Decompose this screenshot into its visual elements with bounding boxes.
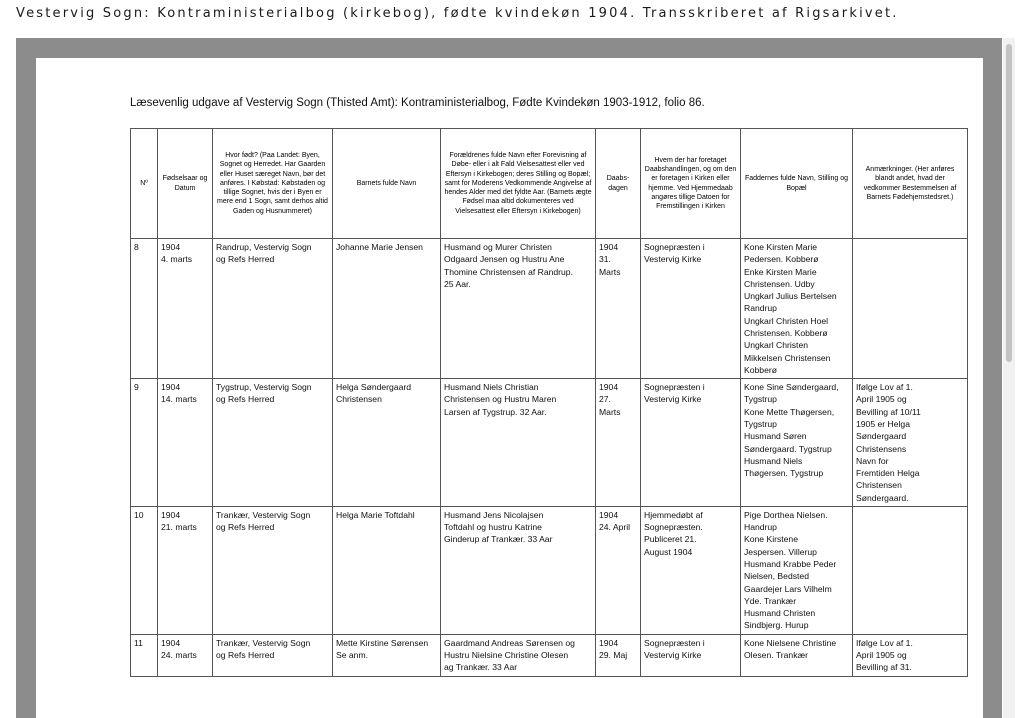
cell-line: Sognepræsten i — [644, 382, 705, 393]
cell-line: Christensens — [856, 443, 907, 454]
cell-line: Johanne Marie Jensen — [336, 242, 423, 252]
cell-line: Husmand Niels Christian — [444, 382, 539, 393]
birth-year: 1904 — [161, 509, 181, 520]
entry-number-cell: 8 — [131, 239, 158, 379]
cell-line: Tygstrup — [744, 394, 777, 405]
godparents-cell — [741, 634, 853, 676]
cell-line: Ungkarl Christen — [744, 340, 808, 351]
cell-line: 1904 — [599, 382, 619, 393]
cell-line: Se anm. — [336, 650, 369, 660]
cell-line: Kone Nielsene Christine — [744, 637, 837, 648]
parents-cell — [441, 506, 596, 634]
cell-line: Husmand og Murer Christen — [444, 242, 552, 252]
cell-line: Husmand Krabbe Peder — [744, 559, 837, 570]
cell-line: Vestervig Kirke — [644, 254, 702, 265]
cell-line: Husmand Søren — [744, 431, 807, 442]
cell-line: Ungkarl Julius Bertelsen — [744, 291, 837, 302]
remarks-cell — [853, 634, 968, 676]
baptism-date-cell — [596, 634, 641, 676]
cell-line: Tygstrup, Vestervig Sogn — [216, 382, 312, 393]
scrollbar-thumb[interactable] — [1006, 44, 1012, 362]
baptism-date-cell — [596, 379, 641, 507]
cell-line: Enke Kirsten Marie — [744, 266, 817, 277]
cell-line: 31. — [599, 254, 611, 265]
cell-line: Husmand Jens Nicolajsen — [444, 509, 544, 520]
cell-line: Kone Mette Thøgersen, — [744, 406, 835, 417]
birth-day: 14. marts — [161, 394, 197, 405]
page-header-title: Vestervig Sogn: Kontraministerialbog (kirkebog), fødte kvindekøn 1904. Transskriberet af Rigsarkivet. — [16, 6, 899, 21]
birthplace-cell — [213, 634, 333, 676]
cell-line: og Refs Herred — [216, 650, 275, 660]
birthplace-cell — [213, 506, 333, 634]
cell-line: Jespersen. Villerup — [744, 546, 817, 557]
parents-cell — [441, 379, 596, 507]
cell-line: Christensen — [856, 480, 902, 491]
table-row — [131, 634, 968, 676]
birth-date-cell — [158, 634, 213, 676]
cell-line: April 1905 og — [856, 650, 907, 660]
cell-line: Thøgersen. Tygstrup — [744, 468, 824, 479]
cell-line: Sognepræsten i — [644, 637, 705, 648]
baptized-by-cell — [641, 506, 741, 634]
cell-line: Toftdahl og hustru Katrine — [444, 522, 542, 533]
godparents-cell — [741, 379, 853, 507]
birth-day: 21. marts — [161, 522, 197, 533]
cell-line: Husmand Christen — [744, 608, 816, 619]
column-header-child-name: Barnets fulde Navn — [333, 129, 441, 239]
document-page — [36, 58, 983, 718]
cell-line: og Refs Herred — [216, 254, 275, 265]
column-header-remarks: Anmærkninger. (Her anføres blandt andet, hvad der vedkommer Bestemmelsen af Barnets Fødehjemstedsret.) — [853, 129, 968, 239]
cell-line: Christensen — [336, 394, 382, 405]
cell-line: Navn for — [856, 455, 889, 466]
cell-line: Hjemmedøbt af — [644, 509, 703, 520]
birth-date-cell — [158, 506, 213, 634]
baptized-by-cell — [641, 379, 741, 507]
column-header-birth-date: Fødselsaar og Datum — [158, 129, 213, 239]
cell-line: Sindbjerg. Hurup — [744, 620, 809, 631]
column-header-birthplace: Hvor født? (Paa Landet: Byen, Sognet og Herredet. Har Gaarden eller Huset særeget Navn, bør det anføres. I Købstad: Købstaden og tillige Sognet, hvis der i Byen er mere end 1 Sogn, samt derhos altid Gaden og Husnummeret) — [213, 129, 333, 239]
cell-line: Marts — [599, 266, 621, 277]
cell-line: Helga Søndergaard — [336, 382, 412, 393]
cell-line: Olesen. Trankær — [744, 650, 808, 660]
remarks-cell — [853, 379, 968, 507]
cell-line: Søndergaard. — [856, 492, 909, 503]
cell-line: Marts — [599, 406, 621, 417]
birth-date-cell — [158, 239, 213, 379]
cell-line: Tygstrup — [744, 418, 777, 429]
baptized-by-cell — [641, 634, 741, 676]
cell-line: Ginderup af Trankær. 33 Aar — [444, 534, 553, 545]
birth-day: 24. marts — [161, 650, 197, 660]
cell-line: Hustru Nielsine Christine Olesen — [444, 650, 569, 660]
table-row — [131, 379, 968, 507]
cell-line: Handrup — [744, 522, 777, 533]
baptized-by-cell — [641, 239, 741, 379]
birth-day: 4. marts — [161, 254, 193, 265]
birth-year: 1904 — [161, 242, 181, 252]
cell-line: 1904 — [599, 637, 619, 648]
table-row — [131, 239, 968, 379]
child-name-cell — [333, 506, 441, 634]
birthplace-cell — [213, 379, 333, 507]
cell-line: og Refs Herred — [216, 522, 275, 533]
cell-line: Pige Dorthea Nielsen. — [744, 509, 828, 520]
cell-line: 1904 — [599, 509, 619, 520]
cell-line: Søndergaard — [856, 431, 907, 442]
cell-line: Bevilling af 10/11 — [856, 406, 921, 417]
cell-line: Husmand Niels — [744, 455, 803, 466]
cell-line: Gaardmand Andreas Sørensen og — [444, 637, 575, 648]
baptism-date-cell — [596, 239, 641, 379]
entry-number-cell: 11 — [131, 634, 158, 676]
cell-line: Trankær, Vestervig Sogn — [216, 509, 311, 520]
cell-line: Randrup — [744, 303, 777, 314]
cell-line: Gaardejer Lars Vilhelm — [744, 583, 832, 594]
cell-line: Randrup, Vestervig Sogn — [216, 242, 312, 252]
cell-line: Helga Marie Toftdahl — [336, 509, 415, 520]
cell-line: 27. — [599, 394, 611, 405]
cell-line: Odgaard Jensen og Hustru Ane — [444, 254, 565, 265]
cell-line: Ifølge Lov af 1. — [856, 382, 913, 393]
cell-line: April 1905 og — [856, 394, 907, 405]
column-header-parents: Forældrenes fulde Navn efter Forevisning af Døbe- eller i alt Fald Vielsesattest eller ved Eftersyn i Kirkebogen; deres Stilling og Bopæl; samt for Moderens Vedkommende Angivelse af hendes Alder med det fyldte Aar. (Barnets ægte Fødsel maa altid dokumenteres ved Vielsesattest eller Eftersyn i Kirkebogen) — [441, 129, 596, 239]
child-name-cell — [333, 239, 441, 379]
birth-date-cell — [158, 379, 213, 507]
cell-line: Kone Kirstene — [744, 534, 798, 545]
child-name-cell — [333, 379, 441, 507]
cell-line: August 1904 — [644, 546, 693, 557]
column-header-number: Nº — [131, 129, 158, 239]
cell-line: 1904 — [599, 242, 619, 252]
document-title: Læsevenlig udgave af Vestervig Sogn (Thisted Amt): Kontraministerialbog, Fødte Kvindekøn 1903-1912, folio 86. — [130, 97, 705, 109]
cell-line: Pedersen. Kobberø — [744, 254, 819, 265]
column-header-baptized-by: Hvem der har foretaget Daabshandlingen, og om den er foretagen i Kirken eller hjemme. Ved Hjemmedaab angøres tillige Datoen for Fremstillingen i Kirken — [641, 129, 741, 239]
cell-line: ag Trankær. 33 Aar — [444, 662, 518, 673]
cell-line: Vestervig Kirke — [644, 394, 702, 405]
cell-line: Fremtiden Helga — [856, 468, 920, 479]
entry-number-cell: 10 — [131, 506, 158, 634]
cell-line: 29. Maj — [599, 650, 628, 660]
cell-line: Christensen og Hustru Maren — [444, 394, 557, 405]
cell-line: Sognepræsten. — [644, 522, 703, 533]
viewer-scrollbar[interactable] — [1003, 38, 1015, 718]
birthplace-cell — [213, 239, 333, 379]
godparents-cell — [741, 239, 853, 379]
cell-line: Sognepræsten i — [644, 242, 705, 252]
child-name-cell — [333, 634, 441, 676]
cell-line: Publiceret 21. — [644, 534, 697, 545]
table-row — [131, 506, 968, 634]
column-header-baptism-date: Daabs-dagen — [596, 129, 641, 239]
parents-cell — [441, 239, 596, 379]
birth-year: 1904 — [161, 382, 181, 393]
cell-line: 1905 er Helga — [856, 418, 910, 429]
remarks-cell — [853, 506, 968, 634]
baptism-date-cell — [596, 506, 641, 634]
remarks-cell — [853, 239, 968, 379]
cell-line: Vestervig Kirke — [644, 650, 702, 660]
cell-line: Christensen. Kobberø — [744, 327, 828, 338]
register-table — [130, 128, 968, 677]
cell-line: Thomine Christensen af Randrup. — [444, 266, 573, 277]
entry-number-cell: 9 — [131, 379, 158, 507]
cell-line: Kone Kirsten Marie — [744, 242, 818, 252]
cell-line: Bevilling af 31. — [856, 662, 912, 673]
cell-line: Trankær, Vestervig Sogn — [216, 637, 311, 648]
column-header-godparents: Faddernes fulde Navn, Stilling og Bopæl — [741, 129, 853, 239]
parents-cell — [441, 634, 596, 676]
cell-line: 24. April — [599, 522, 631, 533]
header-row — [131, 129, 968, 239]
cell-line: Søndergaard. Tygstrup — [744, 443, 832, 454]
cell-line: Larsen af Tygstrup. 32 Aar. — [444, 406, 547, 417]
cell-line: Mette Kirstine Sørensen — [336, 637, 429, 648]
cell-line: Nielsen, Bedsted — [744, 571, 809, 582]
cell-line: Mikkelsen Christensen — [744, 352, 831, 363]
birth-year: 1904 — [161, 637, 181, 648]
cell-line: og Refs Herred — [216, 394, 275, 405]
cell-line: Christensen. Udby — [744, 278, 815, 289]
cell-line: Ungkarl Christen Hoel — [744, 315, 829, 326]
cell-line: Ifølge Lov af 1. — [856, 637, 913, 648]
cell-line: Yde. Trankær — [744, 595, 797, 606]
cell-line: Kone Sine Søndergaard, — [744, 382, 839, 393]
cell-line: Kobberø — [744, 364, 777, 375]
cell-line: 25 Aar. — [444, 278, 471, 289]
godparents-cell — [741, 506, 853, 634]
